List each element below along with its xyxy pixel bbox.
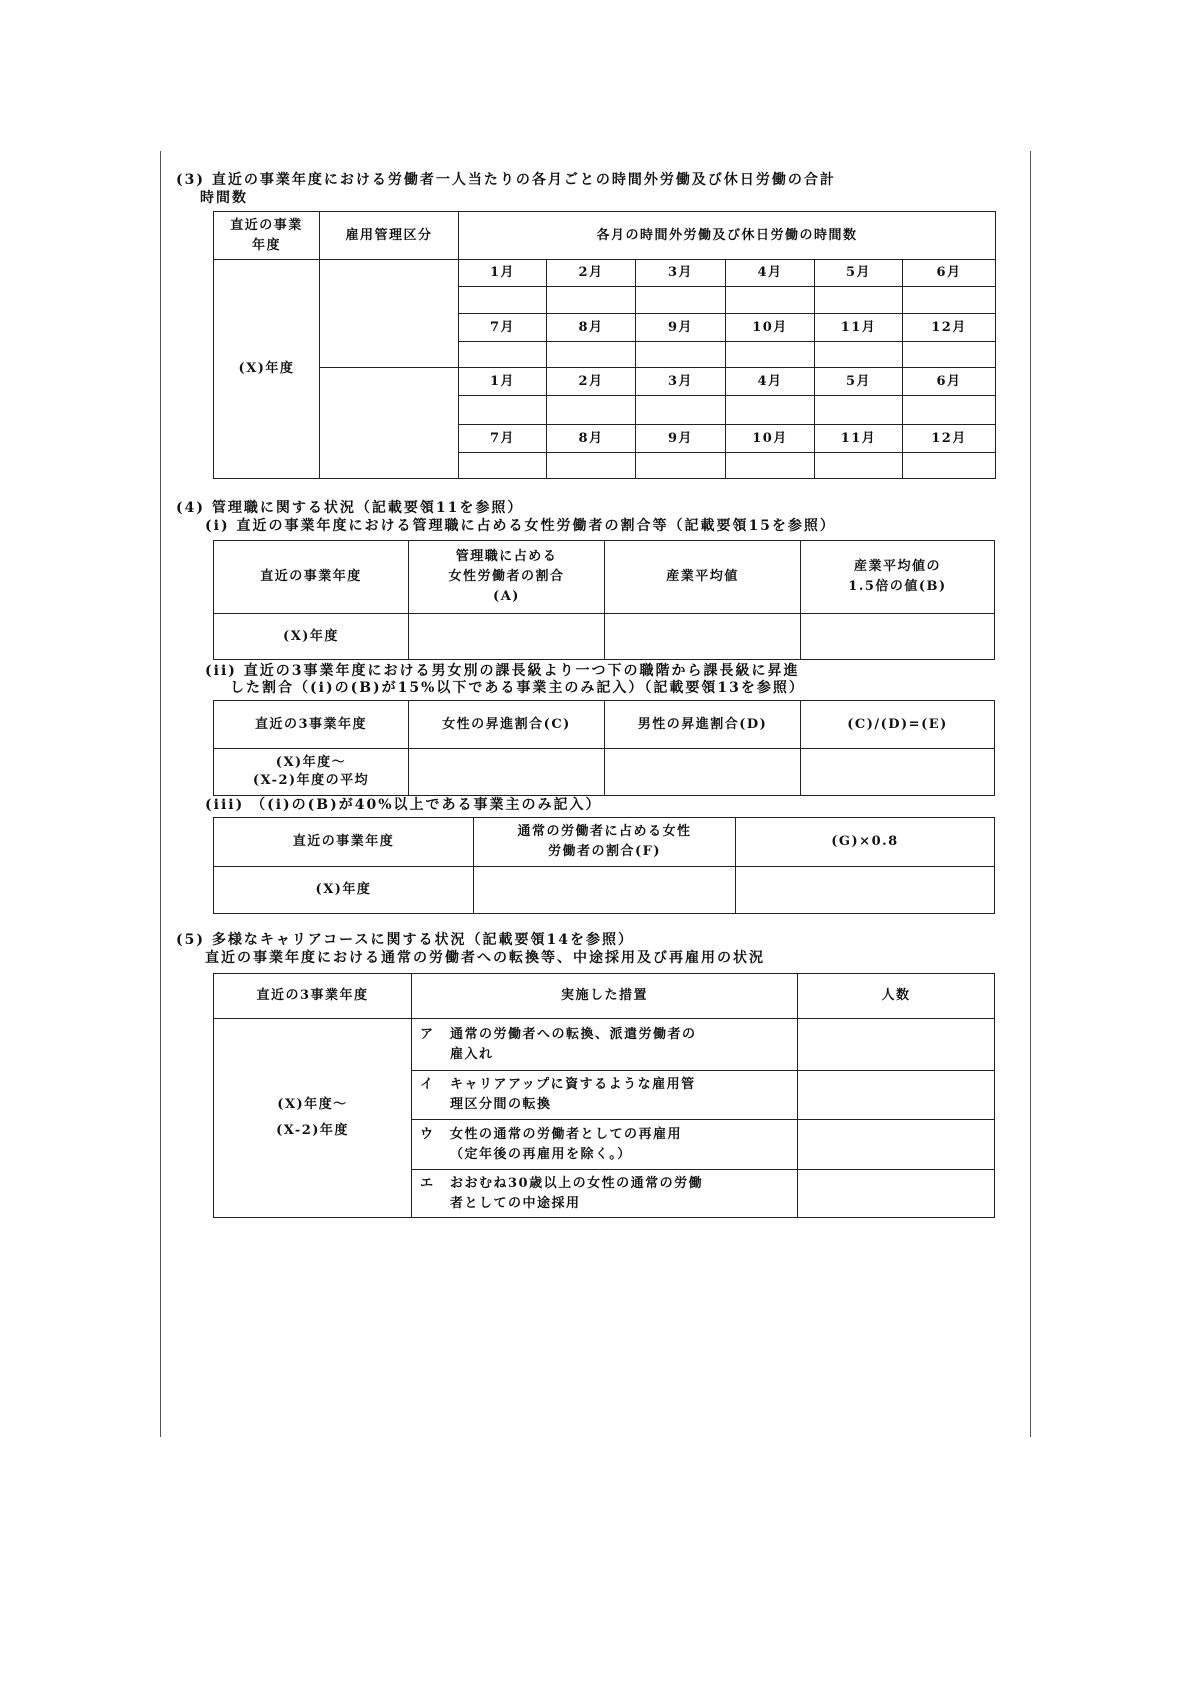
- page-left-border: [160, 151, 161, 1437]
- hours-cell[interactable]: [903, 287, 996, 314]
- measure-d: [412, 1170, 798, 1218]
- header-ratio: (C)/(D)=(E): [801, 701, 995, 749]
- measure-a: [412, 1019, 798, 1071]
- month-label: 5月: [815, 260, 903, 287]
- header-female-ratio: 管理職に占める 女性労働者の割合 (A): [409, 541, 605, 614]
- month-label: 2月: [547, 368, 636, 396]
- month-label: 12月: [903, 425, 996, 453]
- month-label: 5月: [815, 368, 903, 396]
- hours-cell[interactable]: [903, 396, 996, 425]
- header-industry-average-1-5x: 産業平均値の 1.5倍の値(B): [801, 541, 995, 614]
- header-hours: 各月の時間外労働及び休日労働の時間数: [459, 212, 996, 260]
- header-male-promotion: 男性の昇進割合(D): [605, 701, 801, 749]
- section4-ii-title: (ii) 直近の3事業年度における男女別の課長級より一つ下の職階から課長級に昇進: [205, 663, 800, 679]
- measure-text: 通常の労働者への転換、派遣労働者の: [450, 1026, 697, 1042]
- headcount-cell[interactable]: [798, 1071, 995, 1120]
- month-label: 1月: [459, 368, 547, 396]
- month-label: 7月: [459, 425, 547, 453]
- hours-cell[interactable]: [636, 453, 726, 479]
- header-year: 直近の事業年度: [214, 541, 409, 614]
- row-label: (X)年度～ (X-2)年度の平均: [214, 749, 409, 796]
- measure-mark: イ: [420, 1077, 435, 1092]
- hours-cell[interactable]: [636, 396, 726, 425]
- hours-cell[interactable]: [903, 342, 996, 368]
- measure-b: [412, 1071, 798, 1120]
- month-label: 1月: [459, 260, 547, 287]
- month-label: 11月: [815, 314, 903, 342]
- hours-cell[interactable]: [815, 287, 903, 314]
- header-year: 直近の3事業年度: [214, 701, 409, 749]
- section5-subtitle: 直近の事業年度における通常の労働者への転換等、中途採用及び再雇用の状況: [205, 950, 765, 966]
- header-category: 雇用管理区分: [320, 212, 459, 260]
- section4-iii-title: (iii) （(i)の(B)が40%以上である事業主のみ記入）: [205, 797, 602, 813]
- month-label: 9月: [636, 314, 726, 342]
- hours-cell[interactable]: [815, 453, 903, 479]
- header-year: 直近の事業年度: [214, 212, 320, 260]
- headcount-cell[interactable]: [798, 1019, 995, 1071]
- section3-title: (3) 直近の事業年度における労働者一人当たりの各月ごとの時間外労働及び休日労働の合計: [176, 172, 836, 188]
- measure-text: 女性の通常の労働者としての再雇用: [450, 1126, 683, 1142]
- measure-text-cont: （定年後の再雇用を除く。）: [450, 1146, 632, 1162]
- measure-text-cont: 雇入れ: [450, 1046, 494, 1062]
- month-label: 2月: [547, 260, 636, 287]
- promotion-ratio-table: [213, 700, 995, 796]
- hours-cell[interactable]: [726, 453, 815, 479]
- female-manager-ratio-table: [213, 540, 995, 660]
- page-right-border: [1030, 151, 1031, 1437]
- measure-text: おおむね30歳以上の女性の通常の労働: [450, 1175, 704, 1191]
- hours-cell[interactable]: [726, 287, 815, 314]
- hours-cell[interactable]: [815, 342, 903, 368]
- row-label: (X)年度～ (X-2)年度: [214, 1019, 412, 1218]
- hours-cell[interactable]: [547, 396, 636, 425]
- hours-cell[interactable]: [815, 396, 903, 425]
- hours-cell[interactable]: [726, 396, 815, 425]
- month-label: 6月: [903, 368, 996, 396]
- row-label: (X)年度: [214, 614, 409, 660]
- hours-cell[interactable]: [726, 342, 815, 368]
- month-label: 10月: [726, 425, 815, 453]
- value-cell[interactable]: [605, 749, 801, 796]
- value-cell[interactable]: [409, 614, 605, 660]
- hours-cell[interactable]: [636, 342, 726, 368]
- month-label: 8月: [547, 425, 636, 453]
- month-label: 6月: [903, 260, 996, 287]
- header-measures: 実施した措置: [412, 974, 798, 1019]
- month-label: 4月: [726, 260, 815, 287]
- section4-i-title: (i) 直近の事業年度における管理職に占める女性労働者の割合等（記載要領15を参照）: [205, 518, 836, 534]
- hours-cell[interactable]: [459, 342, 547, 368]
- value-cell[interactable]: [605, 614, 801, 660]
- measure-mark: ウ: [420, 1126, 435, 1142]
- header-female-promotion: 女性の昇進割合(C): [409, 701, 605, 749]
- month-label: 9月: [636, 425, 726, 453]
- section5-title: (5) 多様なキャリアコースに関する状況（記載要領14を参照）: [176, 932, 634, 948]
- measure-text-cont: 者としての中途採用: [450, 1195, 581, 1211]
- month-label: 12月: [903, 314, 996, 342]
- header-year: 直近の3事業年度: [214, 974, 412, 1019]
- month-label: 8月: [547, 314, 636, 342]
- measure-mark: ア: [420, 1026, 435, 1042]
- category-cell-2[interactable]: [320, 368, 459, 479]
- header-industry-average: 産業平均値: [605, 541, 801, 614]
- hours-cell[interactable]: [903, 453, 996, 479]
- female-worker-ratio-table: [213, 817, 995, 914]
- month-label: 3月: [636, 368, 726, 396]
- headcount-cell[interactable]: [798, 1120, 995, 1170]
- measure-c: [412, 1120, 798, 1170]
- overtime-table: [213, 211, 996, 479]
- header-female-worker-ratio: 通常の労働者に占める女性 労働者の割合(F): [474, 818, 736, 867]
- month-label: 3月: [636, 260, 726, 287]
- career-course-table: [213, 973, 995, 1218]
- month-label: 7月: [459, 314, 547, 342]
- header-headcount: 人数: [798, 974, 995, 1019]
- measure-mark: エ: [420, 1175, 435, 1191]
- value-cell[interactable]: [736, 867, 995, 914]
- measure-text-cont: 理区分間の転換: [450, 1097, 552, 1112]
- hours-cell[interactable]: [459, 453, 547, 479]
- value-cell[interactable]: [801, 749, 995, 796]
- header-g-times-0-8: (G)×0.8: [736, 818, 995, 867]
- row-label: (X)年度: [214, 867, 474, 914]
- section4-title: (4) 管理職に関する状況（記載要領11を参照）: [176, 500, 524, 516]
- hours-cell[interactable]: [459, 287, 547, 314]
- category-cell-1[interactable]: [320, 260, 459, 368]
- value-cell[interactable]: [474, 867, 736, 914]
- hours-cell[interactable]: [547, 342, 636, 368]
- value-cell[interactable]: [409, 749, 605, 796]
- headcount-cell[interactable]: [798, 1170, 995, 1218]
- measure-text: キャリアアップに資するような雇用管: [450, 1077, 696, 1092]
- month-label: 10月: [726, 314, 815, 342]
- hours-cell[interactable]: [636, 287, 726, 314]
- hours-cell[interactable]: [547, 453, 636, 479]
- hours-cell[interactable]: [459, 396, 547, 425]
- hours-cell[interactable]: [547, 287, 636, 314]
- month-label: 4月: [726, 368, 815, 396]
- year-label: (X)年度: [214, 260, 320, 479]
- section3-title-cont: 時間数: [200, 190, 248, 206]
- value-cell[interactable]: [801, 614, 995, 660]
- section4-ii-title-cont: した割合（(i)の(B)が15%以下である事業主のみ記入）（記載要領13を参照）: [230, 680, 805, 696]
- header-year: 直近の事業年度: [214, 818, 474, 867]
- month-label: 11月: [815, 425, 903, 453]
